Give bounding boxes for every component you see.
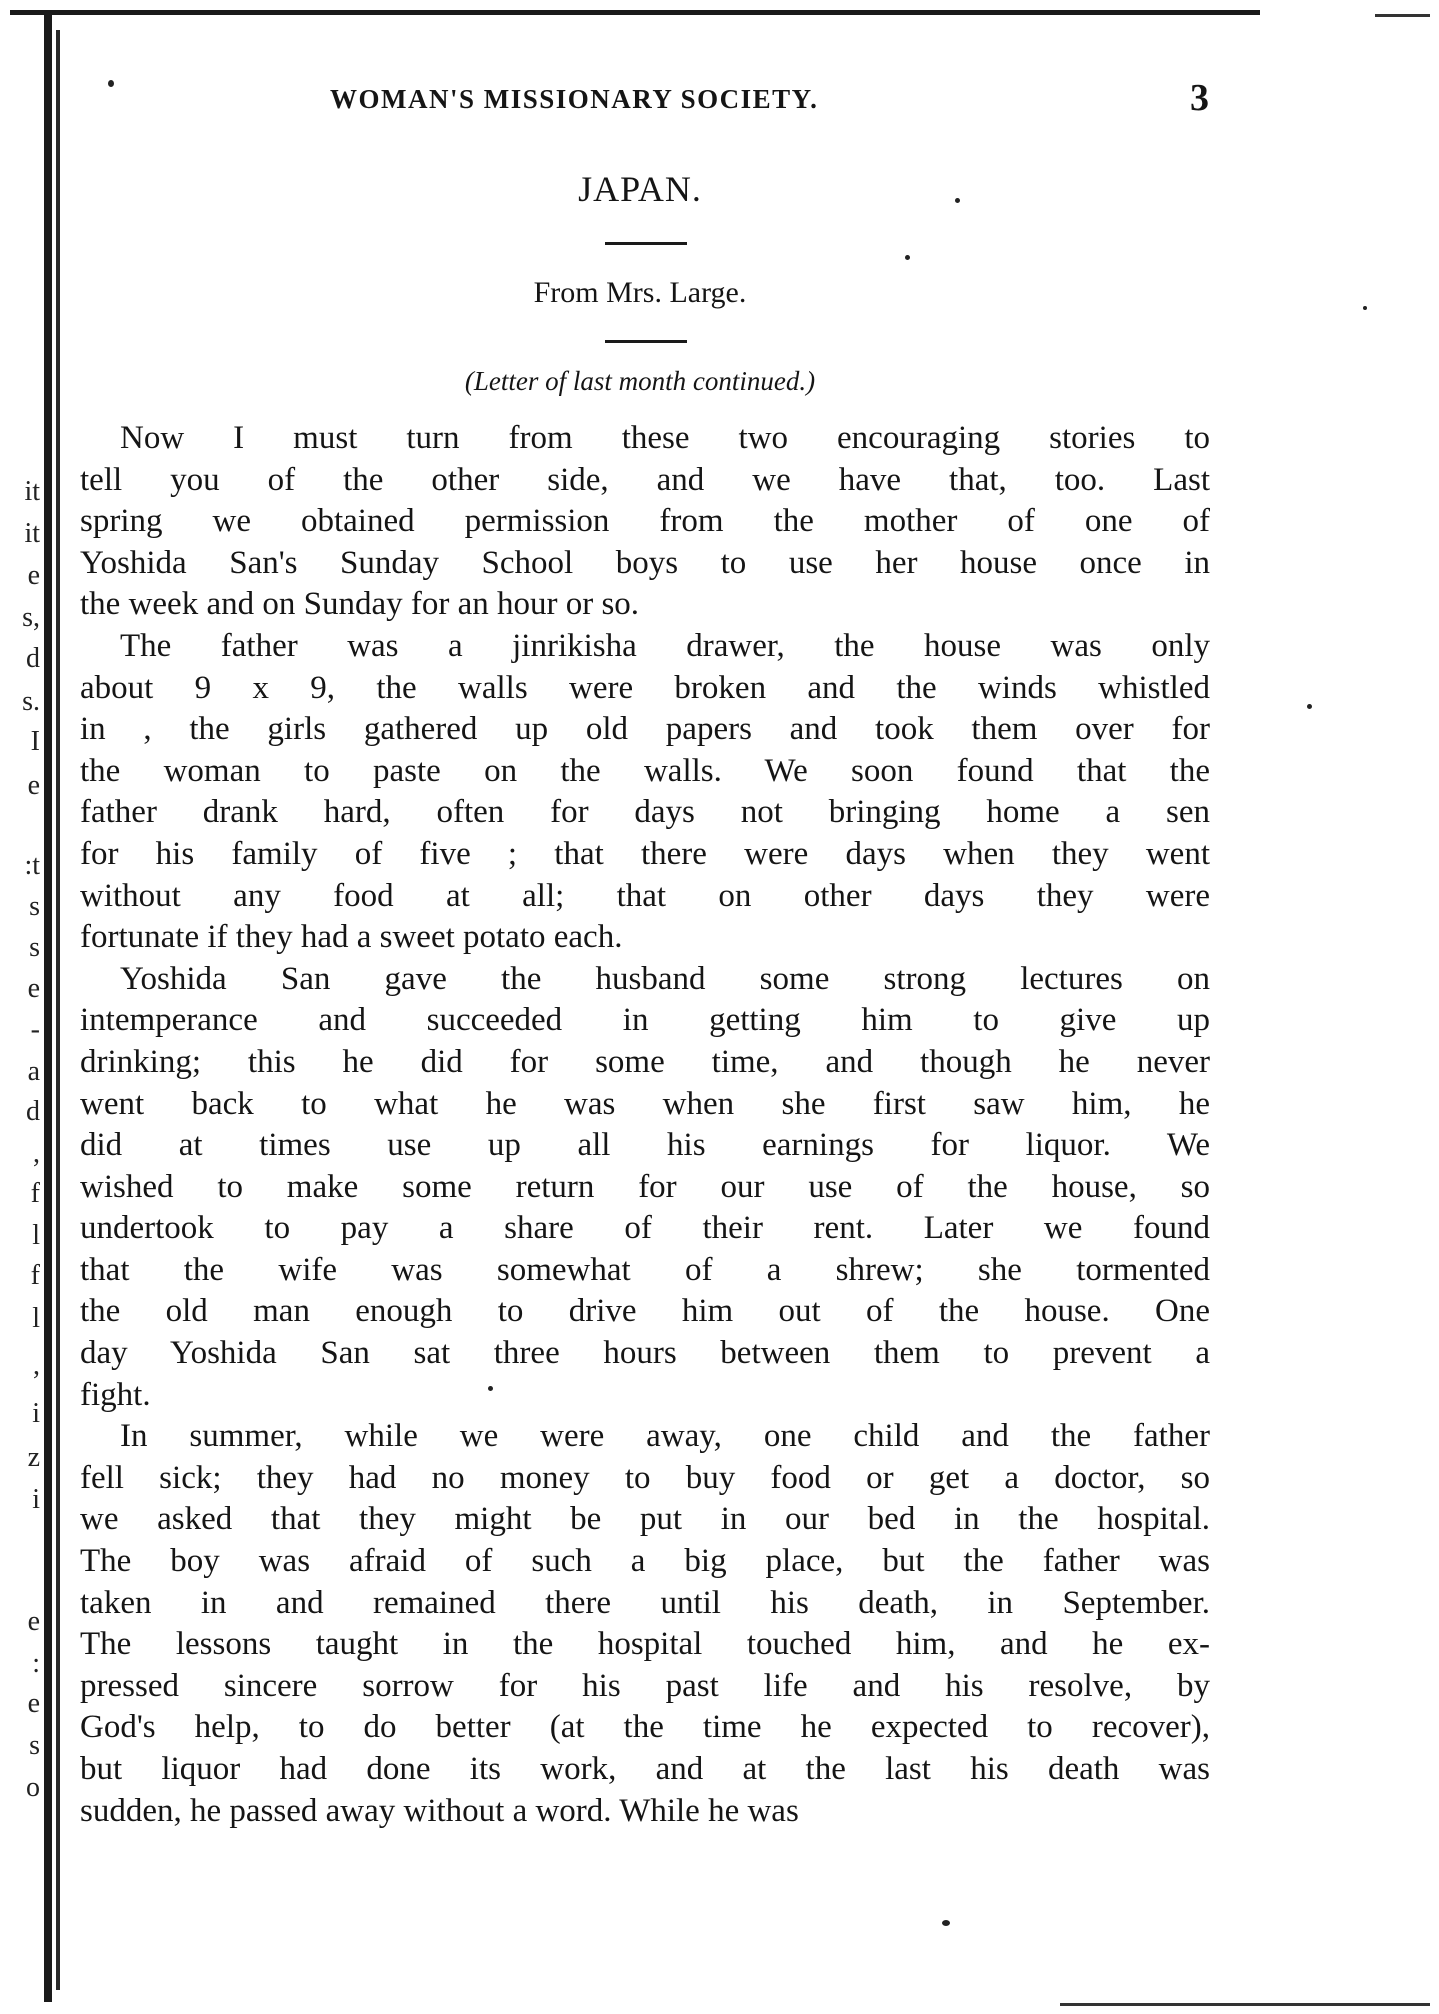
text-line: father drank hard, often for days not bringing home a sen xyxy=(80,794,1210,831)
margin-fragment: i xyxy=(32,1484,40,1515)
margin-fragment: :t xyxy=(24,850,40,881)
margin-fragment: e xyxy=(27,1606,40,1637)
text-line: but liquor had done its work, and at the last his death was xyxy=(80,1751,1210,1787)
margin-fragment: , xyxy=(33,1138,40,1169)
text-line: The boy was afraid of such a big place, but the father was xyxy=(80,1543,1210,1580)
margin-fragment: d xyxy=(26,643,40,674)
text-line: the old man enough to drive him out of the house. One xyxy=(80,1293,1210,1330)
margin-fragment: f xyxy=(30,1178,40,1209)
text-line: intemperance and succeeded in getting him to give up xyxy=(80,1002,1210,1039)
margin-fragment: s xyxy=(29,1730,40,1761)
margin-fragment: z xyxy=(27,1442,40,1473)
margin-fragment: I xyxy=(30,726,40,757)
text-line: that the wife was somewhat of a shrew; she tormented xyxy=(80,1251,1210,1288)
margin-fragment: o xyxy=(26,1772,40,1803)
top-rule-fragment xyxy=(1375,14,1430,17)
margin-fragment: , xyxy=(33,1350,40,1381)
text-line: Now I must turn from these two encouraging stories to xyxy=(120,420,1210,456)
margin-fragment: l xyxy=(32,1220,40,1251)
text-line: the woman to paste on the walls. We soon found that the xyxy=(80,752,1210,789)
article-body xyxy=(80,418,1210,1832)
margin-fragment: it xyxy=(24,476,40,507)
text-line: Yoshida San's Sunday School boys to use her house once in xyxy=(80,544,1210,581)
margin-fragment: : xyxy=(32,1648,40,1679)
text-line: in , the girls gathered up old papers and took them over for xyxy=(80,711,1210,748)
margin-fragment: s xyxy=(29,932,40,963)
margin-fragment: d xyxy=(26,1096,40,1127)
text-line: did at times use up all his earnings for liquor. We xyxy=(80,1127,1210,1164)
text-line: pressed sincere sorrow for his past life and his resolve, by xyxy=(80,1667,1210,1704)
text-line: wished to make some return for our use of the house, so xyxy=(80,1168,1210,1205)
text-line: for his family of five ; that there were days when they went xyxy=(80,835,1210,872)
text-line: The father was a jinrikisha drawer, the house was only xyxy=(120,627,1210,664)
top-rule xyxy=(10,10,1260,15)
text-line: Yoshida San gave the husband some strong lectures on xyxy=(120,960,1210,997)
margin-fragment: i xyxy=(32,1398,40,1429)
speck xyxy=(942,1920,950,1926)
text-line: tell you of the other side, and we have that, too. Last xyxy=(80,461,1210,498)
text-line: taken in and remained there until his death, in September. xyxy=(80,1584,1210,1621)
binding-edge-inner xyxy=(56,30,60,1990)
margin-fragment: e xyxy=(27,973,40,1004)
margin-fragment: - xyxy=(30,1014,40,1045)
speck xyxy=(108,80,114,87)
text-line: The lessons taught in the hospital touched him, and he ex- xyxy=(80,1626,1210,1663)
margin-fragment: e xyxy=(27,1688,40,1719)
text-line: drinking; this he did for some time, and though he never xyxy=(80,1043,1210,1080)
bottom-rule xyxy=(1060,2003,1430,2006)
margin-fragment: e xyxy=(27,770,40,801)
text-line: sudden, he passed away without a word. While he was xyxy=(80,1792,799,1829)
margin-fragment: s, xyxy=(22,602,40,633)
margin-fragment: f xyxy=(30,1260,40,1291)
text-line: fortunate if they had a sweet potato each. xyxy=(80,919,623,956)
article-subtitle: From Mrs. Large. xyxy=(533,276,747,309)
continuation-note: (Letter of last month continued.) xyxy=(464,366,816,396)
text-line: God's help, to do better (at the time he expected to recover), xyxy=(80,1709,1210,1746)
text-line: fell sick; they had no money to buy food or get a doctor, so xyxy=(80,1459,1210,1496)
title-rule xyxy=(605,242,687,245)
speck xyxy=(1363,306,1367,310)
speck xyxy=(1307,704,1312,709)
text-line: we asked that they might be put in our bed in the hospital. xyxy=(80,1501,1210,1538)
margin-fragment: s. xyxy=(22,686,40,717)
margin-fragment: it xyxy=(24,518,40,549)
subtitle-rule xyxy=(605,340,687,343)
margin-fragment: l xyxy=(32,1303,40,1334)
margin-fragment: a xyxy=(27,1056,40,1087)
text-line: spring we obtained permission from the mother of one of xyxy=(80,503,1210,540)
margin-fragment: e xyxy=(27,560,40,591)
text-line: about 9 x 9, the walls were broken and the winds whistled xyxy=(80,669,1210,706)
speck xyxy=(905,255,910,260)
running-head: WOMAN'S MISSIONARY SOCIETY. xyxy=(330,84,819,114)
text-line: went back to what he was when she first saw him, he xyxy=(80,1085,1210,1122)
text-line: undertook to pay a share of their rent. Later we found xyxy=(80,1210,1210,1247)
text-line: In summer, while we were away, one child and the father xyxy=(120,1418,1210,1455)
text-line: the week and on Sunday for an hour or so. xyxy=(80,586,640,623)
page-number: 3 xyxy=(1190,77,1209,119)
text-line: day Yoshida San sat three hours between them to prevent a xyxy=(80,1335,1210,1372)
margin-fragment: s xyxy=(29,891,40,922)
text-line: fight. xyxy=(80,1376,151,1413)
binding-edge xyxy=(44,12,52,2002)
section-title: JAPAN. xyxy=(578,169,702,209)
text-line: without any food at all; that on other days they were xyxy=(80,877,1210,914)
